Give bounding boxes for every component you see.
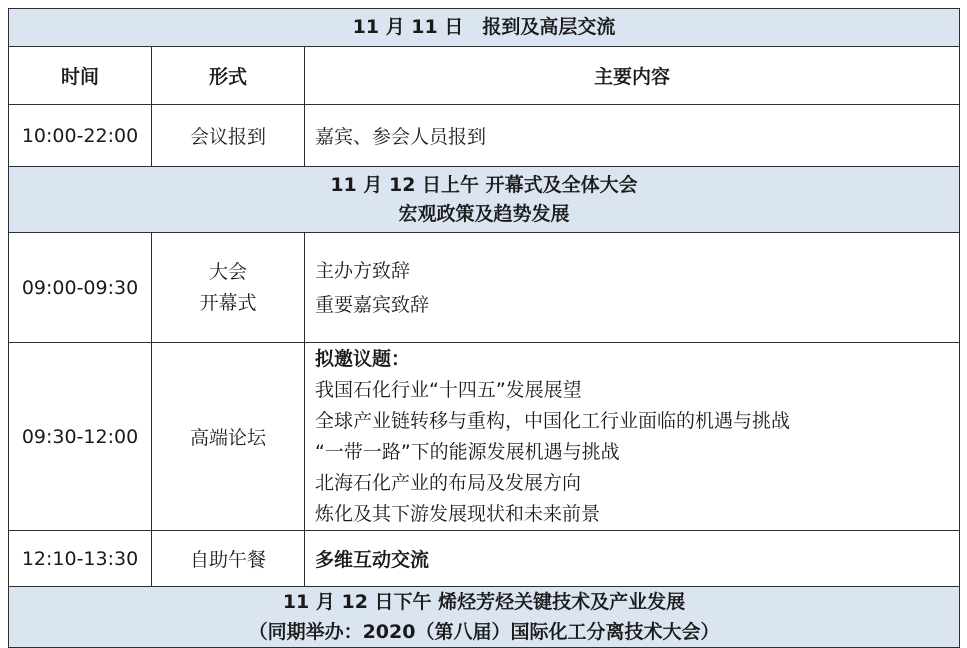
- column-header-content: 主要内容: [305, 47, 960, 105]
- list-item: 我国石化行业“十四五”发展展望: [315, 378, 582, 401]
- day2-am-header-row: [9, 167, 960, 233]
- list-item: “一带一路”下的能源发展机遇与挑战: [315, 440, 620, 463]
- format-cell: 高端论坛: [152, 343, 305, 531]
- day1-header-row: [9, 9, 960, 47]
- time-cell: 09:30-12:00: [9, 343, 152, 531]
- format-line: 开幕式: [199, 291, 257, 314]
- list-item: 炼化及其下游发展现状和未来前景: [315, 502, 601, 525]
- topics-title: 拟邀议题：: [315, 347, 411, 370]
- day2-pm-header-row: [9, 587, 960, 648]
- table-row: [9, 531, 960, 587]
- day2-am-header-line1: 11 月 12 日上午 开幕式及全体大会: [330, 173, 638, 196]
- day2-pm-header-line1: 11 月 12 日下午 烯烃芳烃关键技术及产业发展: [282, 591, 686, 613]
- agenda-table: [8, 8, 960, 648]
- time-cell: 10:00-22:00: [9, 105, 152, 167]
- table-row: [9, 343, 960, 531]
- table-row: [9, 233, 960, 343]
- day2-pm-header-line2: （同期举办：2020（第八届）国际化工分离技术大会）: [248, 621, 720, 643]
- day2-pm-header: [9, 587, 960, 648]
- day1-header: 11 月 11 日 报到及高层交流: [9, 9, 960, 47]
- content-cell: [305, 343, 960, 531]
- column-header-time: 时间: [9, 47, 152, 105]
- column-header-format: 形式: [152, 47, 305, 105]
- content-cell: 嘉宾、参会人员报到: [305, 105, 960, 167]
- content-cell: [305, 233, 960, 343]
- list-item: 全球产业链转移与重构，中国化工行业面临的机遇与挑战: [315, 409, 791, 432]
- list-item: 主办方致辞: [315, 259, 411, 282]
- time-cell: 09:00-09:30: [9, 233, 152, 343]
- format-cell: 会议报到: [152, 105, 305, 167]
- list-item: 北海石化产业的布局及发展方向: [315, 471, 582, 494]
- format-cell: 自助午餐: [152, 531, 305, 587]
- time-cell: 12:10-13:30: [9, 531, 152, 587]
- format-line: 大会: [208, 260, 247, 283]
- column-header-row: [9, 47, 960, 105]
- list-item: 重要嘉宾致辞: [315, 293, 430, 316]
- content-cell: 多维互动交流: [305, 531, 960, 587]
- table-row: [9, 105, 960, 167]
- day2-am-header: [9, 167, 960, 233]
- format-cell: [152, 233, 305, 343]
- day2-am-header-line2: 宏观政策及趋势发展: [398, 202, 570, 225]
